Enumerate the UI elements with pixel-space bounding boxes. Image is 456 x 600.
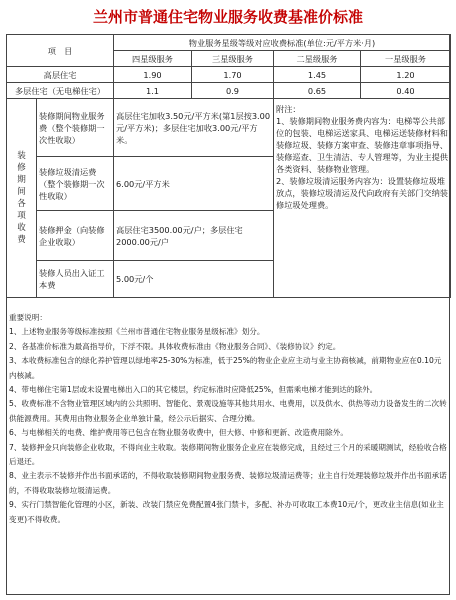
notes-heading: 重要说明：	[9, 313, 47, 322]
item-header: 项 目	[7, 35, 114, 67]
table-cell: 0.9	[192, 83, 274, 99]
decoration-category: 装 修 期 间 各 项 收 费	[7, 99, 37, 298]
table-row	[7, 83, 451, 99]
level-four-star: 四星级服务	[114, 51, 192, 67]
level-two-star: 二星级服务	[274, 51, 361, 67]
row-label: 高层住宅	[7, 67, 114, 83]
appendix-line: 1、装修期间物业服务费内容为：电梯等公共部位的包装、电梯运送家具、电梯运送装修材料和装修垃圾、装修方案审查、装修违章事项指导、装修巡查、卫生清洁、专人管理等，为业主提供各类资料、装修物业管理。	[276, 116, 448, 174]
appendix-line: 2、装修垃圾清运服务内容为：设置装修垃圾堆放点，装修垃圾清运及代向政府有关部门交纳装修垃圾处理费。	[276, 176, 448, 210]
level-three-star: 三星级服务	[192, 51, 274, 67]
note-item: 4、带电梯住宅第1层或未设置电梯出入口的其它楼层，约定标准时应降低25%，但需乘电梯才能到达的除外。	[9, 385, 378, 395]
table-cell: 1.45	[274, 67, 361, 83]
table-cell: 1.70	[192, 67, 274, 83]
decoration-item-name: 装修期间物业服务费（整个装修期一次性收取）	[37, 99, 114, 157]
standard-header: 物业服务星级等级对应收费标准(单位:元/平方米·月)	[114, 35, 451, 51]
important-notes	[9, 311, 447, 527]
appendix-cell	[274, 99, 451, 298]
decoration-item-value: 高层住宅加收3.50元/平方米(第1层按3.00元/平方米)；多层住宅加收3.00元/平方米。	[114, 99, 274, 157]
note-item: 1、上述物业服务等级标准按照《兰州市普通住宅物业服务星级标准》划分。	[9, 327, 265, 337]
table-cell: 1.1	[114, 83, 192, 99]
table-cell: 1.90	[114, 67, 192, 83]
header-row	[7, 35, 451, 51]
table-row	[7, 67, 451, 83]
decoration-item-name: 装修垃圾清运费（整个装修期一次性收取）	[37, 157, 114, 211]
table-cell: 0.40	[361, 83, 451, 99]
decoration-item-name: 装修押金（向装修企业收取）	[37, 211, 114, 261]
note-item: 2、各基准价标准为最高指导价，下浮不限。具体收费标准由《物业服务合同》、《装修协议》约定。	[9, 341, 341, 351]
decoration-item-value: 6.00元/平方米	[114, 157, 274, 211]
appendix-title: 附注：	[276, 104, 301, 114]
note-item: 7、装修押金只向装修企业收取，不得向业主收取。装修期间物业服务企业应在装修完成，且经过三个月的采暖期测试，经验收合格后退还。	[9, 442, 447, 467]
decoration-item-name: 装修人员出入证工本费	[37, 261, 114, 298]
fee-standard-table	[6, 34, 451, 298]
decoration-item-value: 5.00元/个	[114, 261, 274, 298]
note-item: 3、本收费标准包含的绿化养护管理以绿地率25-30%为标准，低于25%的物业企业应主动与业主协商核减，前期物业应在0.10元内核减。	[9, 356, 442, 380]
note-item: 6、与电梯相关的电费、维护费用等已包含在物业服务收费中，但大修、中修和更新、改造费用除外。	[9, 428, 348, 438]
row-label: 多层住宅（无电梯住宅）	[7, 83, 114, 99]
table-cell: 0.65	[274, 83, 361, 99]
level-one-star: 一星级服务	[361, 51, 451, 67]
note-item: 8、业主表示不装修并作出书面承诺的，不得收取装修期间物业服务费、装修垃圾清运费等；业主自行处理装修垃圾并作出书面承诺的，不得收取装修垃圾清运费。	[9, 471, 447, 495]
note-item: 5、收费标准不含物业管理区域内的公共照明、智能化、景观设施等其他共用水、电费用，以及供水、供热等动力设备发生的二次转供能源费用。其费用由物业服务企业单独计量，经公示后据实、合理分摊。	[9, 399, 447, 423]
decoration-row	[7, 99, 451, 157]
document-title: 兰州市普通住宅物业服务收费基准价标准	[92, 8, 363, 26]
decoration-item-value: 高层住宅3500.00元/户；多层住宅2000.00元/户	[114, 211, 274, 261]
table-cell: 1.20	[361, 67, 451, 83]
note-item: 9、实行门禁智能化管理的小区，新装、改装门禁应免费配置4张门禁卡，多配、补办可收取工本费10元/个，更改业主信息(如业主变更)不得收费。	[9, 500, 444, 524]
